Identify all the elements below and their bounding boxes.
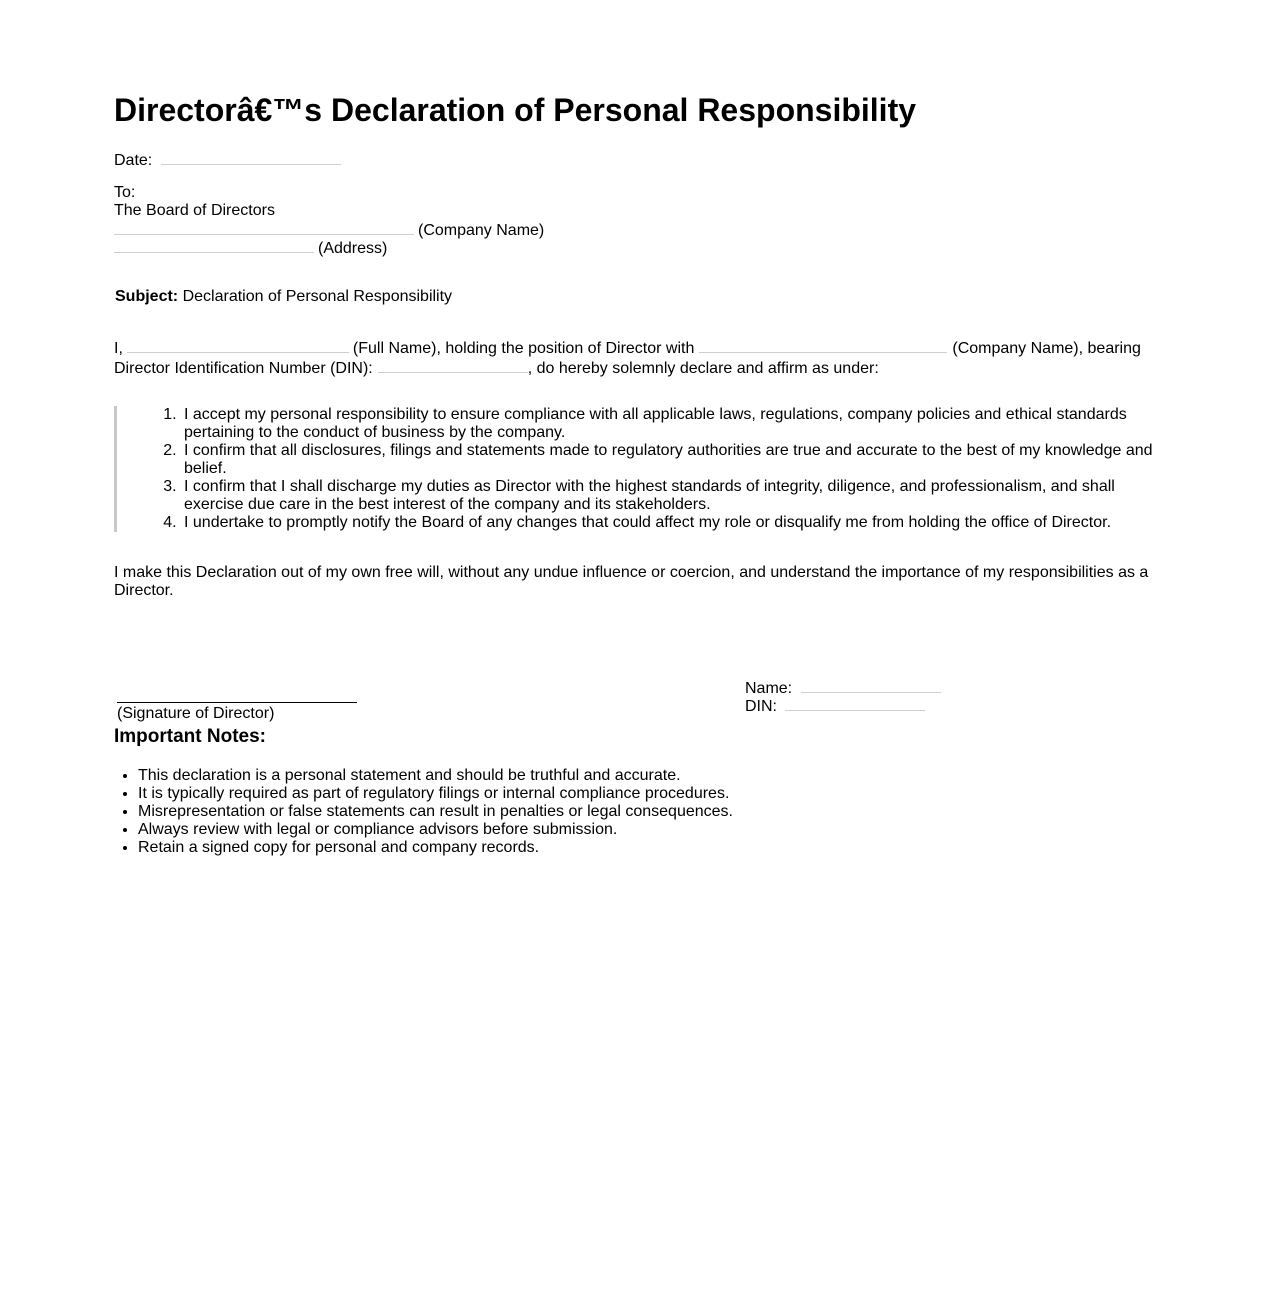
- intro-i: I,: [114, 340, 123, 357]
- declaration-item: 3. I confirm that I shall discharge my duties as Director with the highest standards of integrity, diligence, and professionalism, and shall exercise due care in the best interest of the company and its stakeholders.: [181, 478, 1162, 514]
- company-name-field[interactable]: [114, 220, 414, 235]
- din-row: [745, 696, 925, 716]
- recipient: The Board of Directors: [114, 202, 275, 219]
- note-item: • Always review with legal or compliance advisors before submission.: [138, 821, 733, 839]
- company-name-hint: (Company Name): [418, 222, 545, 239]
- intro-company-hint: (Company Name), bearing Director Identification Number (DIN):: [114, 340, 1141, 377]
- declaration-item: 1. I accept my personal responsibility to ensure compliance with all applicable laws, regulations, company policies and ethical standards pertaining to the conduct of business by the company.: [181, 406, 1162, 442]
- subject-row: [115, 288, 452, 306]
- subject-label: Subject:: [115, 288, 179, 305]
- closing-paragraph: I make this Declaration out of my own free will, without any undue influence or coercion, and understand the importance of my responsibilities as a Director.: [114, 564, 1149, 599]
- full-name-field[interactable]: [127, 338, 349, 353]
- intro-paragraph: [114, 338, 1159, 378]
- name-row: [745, 678, 941, 698]
- page-title: Directorâ€™s Declaration of Personal Responsibility: [114, 92, 917, 128]
- note-item: • This declaration is a personal statement and should be truthful and accurate.: [138, 767, 733, 785]
- address-hint: (Address): [318, 240, 388, 257]
- signature-label: (Signature of Director): [117, 705, 275, 722]
- declaration-item: 2. I confirm that all disclosures, filings and statements made to regulatory authorities are true and accurate to the best of my knowledge and belief.: [181, 442, 1162, 478]
- note-item: • It is typically required as part of regulatory filings or internal compliance procedures.: [138, 785, 733, 803]
- note-item: • Misrepresentation or false statements can result in penalties or legal consequences.: [138, 803, 733, 821]
- din-label: DIN:: [745, 698, 777, 715]
- company-row: [114, 220, 544, 240]
- name-field[interactable]: [801, 678, 941, 693]
- declaration-item: 4. I undertake to promptly notify the Board of any changes that could affect my role or disqualify me from holding the office of Director.: [181, 514, 1162, 532]
- date-field[interactable]: [161, 150, 341, 165]
- intro-tail: , do hereby solemnly declare and affirm as under:: [527, 360, 879, 377]
- declarations-block: [114, 406, 1162, 532]
- name-label: Name:: [745, 680, 793, 697]
- date-label: Date:: [114, 152, 153, 169]
- date-row: [114, 150, 341, 170]
- din-field[interactable]: [378, 358, 528, 373]
- intro-company-field[interactable]: [699, 338, 947, 353]
- note-item: • Retain a signed copy for personal and company records.: [138, 839, 733, 857]
- subject-text: Declaration of Personal Responsibility: [182, 288, 453, 305]
- notes-heading: Important Notes:: [114, 726, 266, 747]
- address-field[interactable]: [114, 238, 314, 253]
- to-label: To:: [114, 184, 136, 201]
- signature-line[interactable]: [117, 702, 357, 703]
- declarations-list: [117, 406, 1162, 532]
- notes-list: [114, 767, 733, 857]
- signatory-din-field[interactable]: [785, 696, 925, 711]
- full-name-hint: (Full Name), holding the position of Director with: [352, 340, 695, 357]
- address-row: [114, 238, 387, 258]
